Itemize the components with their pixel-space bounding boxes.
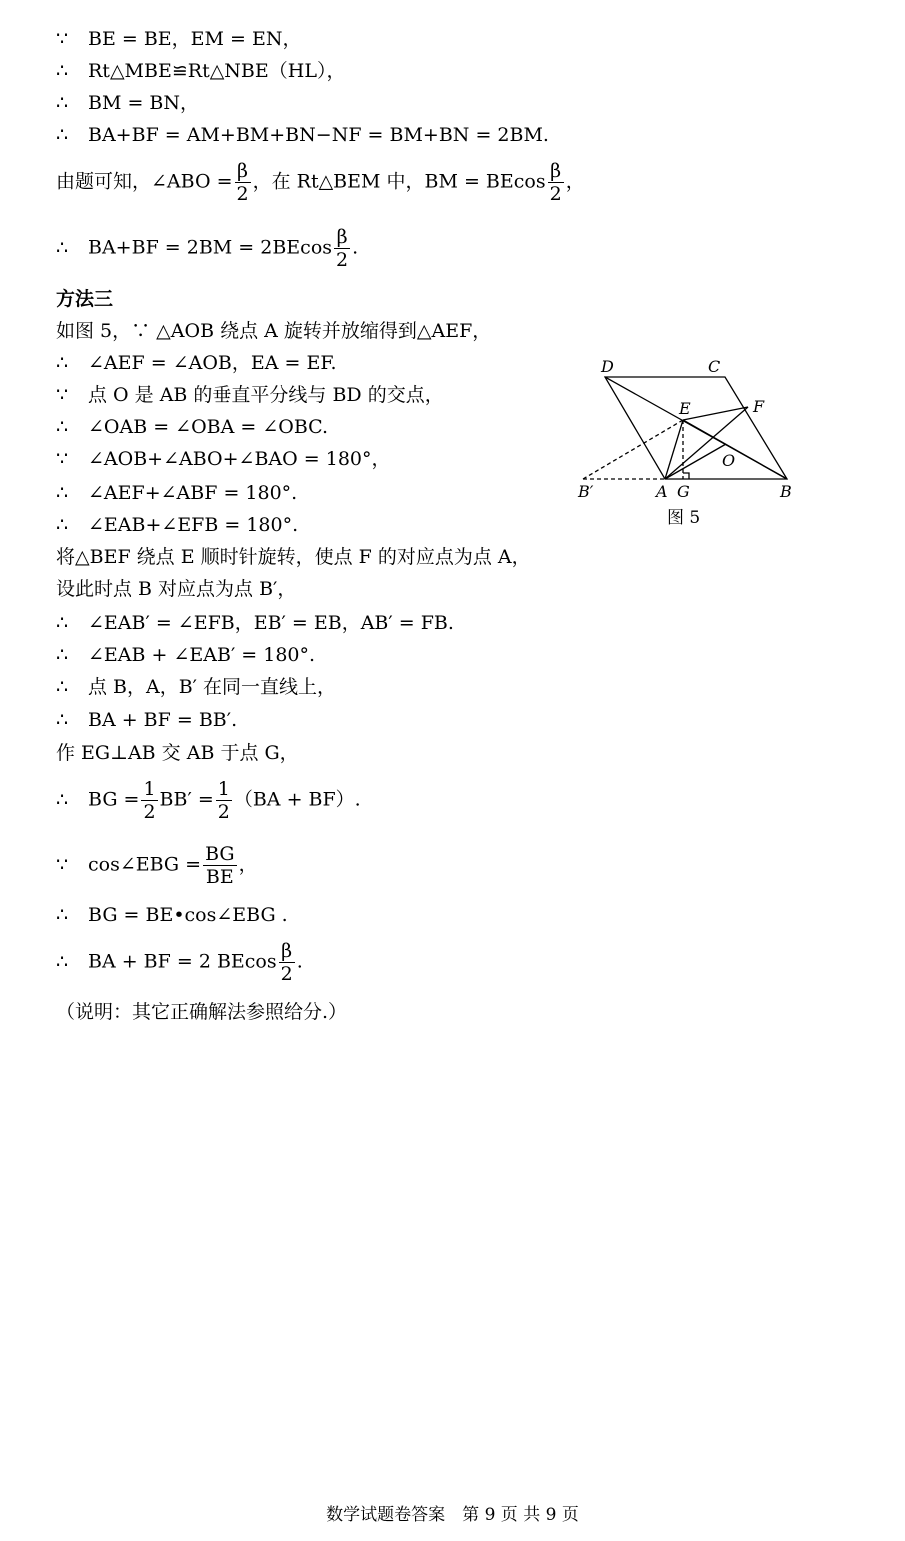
line-24: ∴ BA + BF = 2 BEcos $\frac{\beta}{2}$ . xyxy=(56,940,303,985)
page-footer: 数学试题卷答案 第 9 页 共 9 页 xyxy=(326,1505,579,1525)
line-12: ∴ ∠AEF+∠ABF = 180°. xyxy=(56,482,298,504)
line-19: ∴ BA + BF = BB′. xyxy=(56,709,238,731)
line-4: ∴ BA+BF = AM+BM+BN−NF = BM+BN = 2BM. xyxy=(56,124,549,146)
line-11: ∵ ∠AOB+∠ABO+∠BAO = 180°， xyxy=(56,448,391,470)
segment-ef xyxy=(683,407,748,420)
line-10: ∴ ∠OAB = ∠OBA = ∠OBC. xyxy=(56,416,329,438)
line-23: ∴ BG = BE•cos∠EBG . xyxy=(56,904,288,926)
fraction-beta-over-2: $\frac{\beta}{2}$ xyxy=(280,940,293,985)
line-15: 设此时点 B 对应点为点 B′， xyxy=(56,578,297,600)
fraction-beta-over-2: $\frac{\beta}{2}$ xyxy=(549,160,562,205)
label-b: B xyxy=(780,482,792,501)
method-heading: 方法三 xyxy=(56,288,114,310)
geometry-figure xyxy=(575,352,800,532)
line-9: ∵ 点 O 是 AB 的垂直平分线与 BD 的交点， xyxy=(56,384,444,406)
label-e: E xyxy=(679,399,691,418)
label-c: C xyxy=(708,357,721,376)
label-g: G xyxy=(677,482,690,501)
fraction-one-half: $\frac{1}{2}$ xyxy=(143,778,156,823)
line-2: ∴ Rt△MBE≌Rt△NBE（HL）， xyxy=(56,60,346,82)
line-3: ∴ BM = BN， xyxy=(56,92,200,114)
note: （说明：其它正确解法参照给分.） xyxy=(56,1001,348,1023)
fraction-one-half: $\frac{1}{2}$ xyxy=(217,778,230,823)
line-16: ∴ ∠EAB′ = ∠EFB，EB′ = EB，AB′ = FB. xyxy=(56,612,454,634)
line-20: 作 EG⊥AB 交 AB 于点 G， xyxy=(56,742,299,764)
line-14: 将△BEF 绕点 E 顺时针旋转，使点 F 的对应点为点 A， xyxy=(56,546,531,568)
fraction-beta-over-2: $\frac{\beta}{2}$ xyxy=(236,160,249,205)
line-18: ∴ 点 B，A，B′ 在同一直线上， xyxy=(56,676,337,698)
line-5: 由题可知，∠ABO = $\frac{\beta}{2}$ ，在 Rt△BEM 中，BM = BEcos $\frac{\beta}{2}$ ， xyxy=(56,160,585,205)
label-d: D xyxy=(601,357,614,376)
line-6: ∴ BA+BF = 2BM = 2BEcos $\frac{\beta}{2}$ . xyxy=(56,226,359,271)
figure-caption: 图 5 xyxy=(667,508,701,528)
line-22: ∵ cos∠EBG = $\frac{BG}{BE}$ ， xyxy=(56,843,258,888)
right-angle-mark xyxy=(683,473,689,479)
label-b-prime: B′ xyxy=(578,482,594,501)
line-7: 如图 5，∵ △AOB 绕点 A 旋转并放缩得到△AEF， xyxy=(56,320,492,342)
fraction-bg-over-be: $\frac{BG}{BE}$ xyxy=(205,843,235,888)
fraction-beta-over-2: $\frac{\beta}{2}$ xyxy=(336,226,349,271)
line-1: ∵ BE = BE，EM = EN， xyxy=(56,28,302,50)
line-13: ∴ ∠EAB+∠EFB = 180°. xyxy=(56,514,299,536)
line-8: ∴ ∠AEF = ∠AOB，EA = EF. xyxy=(56,352,337,374)
label-f: F xyxy=(753,397,765,416)
label-o: O xyxy=(722,451,736,470)
line-17: ∴ ∠EAB + ∠EAB′ = 180°. xyxy=(56,644,316,666)
line-21: ∴ BG = $\frac{1}{2}$ BB′ = $\frac{1}{2}$ （BA + BF）. xyxy=(56,778,361,823)
label-a: A xyxy=(656,482,668,501)
